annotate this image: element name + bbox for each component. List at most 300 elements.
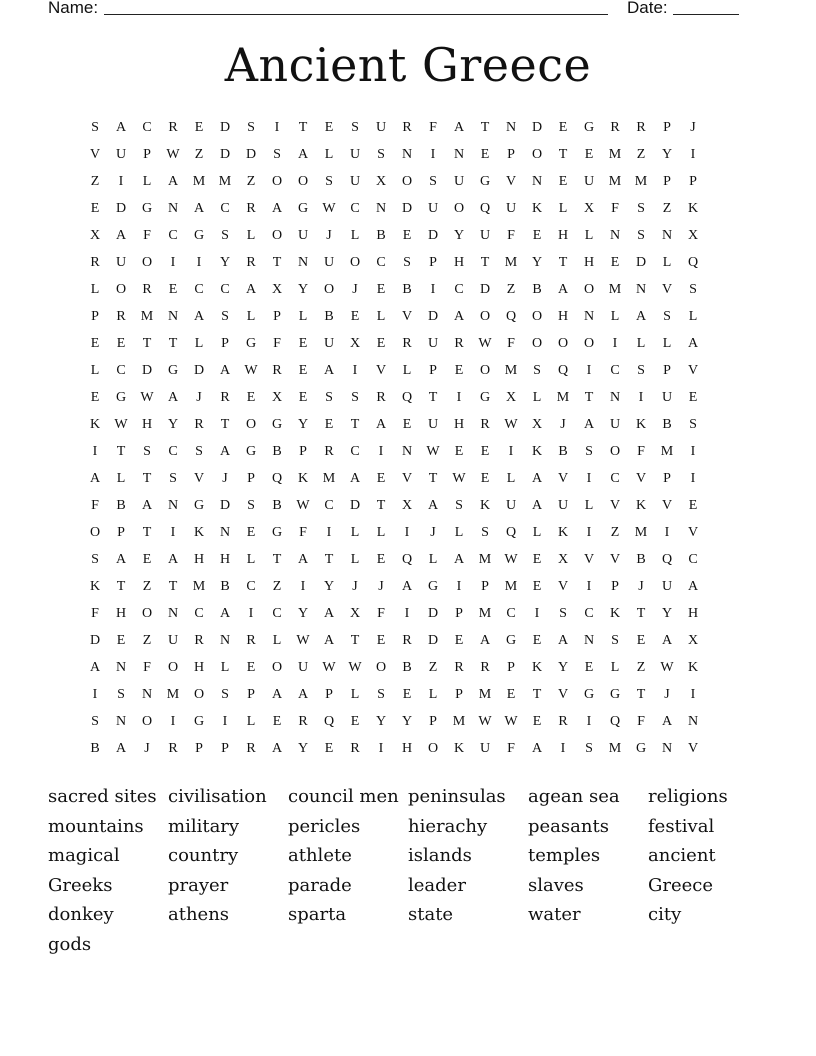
grid-letter: A bbox=[661, 633, 673, 648]
grid-letter: V bbox=[89, 147, 101, 162]
word-bank-item: hierachy bbox=[408, 815, 488, 837]
grid-letter: L bbox=[298, 309, 308, 324]
grid-letter: K bbox=[479, 498, 491, 513]
grid-letter: P bbox=[195, 741, 203, 756]
grid-letter: J bbox=[352, 282, 358, 297]
grid-letter: S bbox=[429, 174, 437, 189]
grid-letter: C bbox=[324, 498, 334, 513]
grid-letter: Z bbox=[194, 147, 204, 162]
grid-letter: G bbox=[193, 714, 205, 729]
grid-letter: I bbox=[456, 579, 462, 594]
grid-letter: U bbox=[427, 201, 439, 216]
grid-letter: N bbox=[609, 228, 621, 243]
grid-letter: H bbox=[557, 228, 569, 243]
grid-letter: I bbox=[586, 579, 592, 594]
grid-letter: A bbox=[167, 390, 179, 405]
grid-letter: U bbox=[375, 120, 387, 135]
grid-letter: E bbox=[324, 741, 334, 756]
grid-letter: C bbox=[506, 606, 516, 621]
grid-letter: J bbox=[690, 120, 696, 135]
grid-letter: V bbox=[609, 498, 621, 513]
grid-letter: E bbox=[350, 714, 360, 729]
grid-letter: F bbox=[273, 336, 281, 351]
page-title: Ancient Greece bbox=[224, 38, 592, 92]
grid-letter: T bbox=[584, 390, 594, 405]
grid-letter: I bbox=[378, 741, 384, 756]
grid-letter: P bbox=[221, 336, 229, 351]
grid-letter: D bbox=[531, 120, 543, 135]
grid-letter: Y bbox=[557, 660, 569, 675]
grid-letter: S bbox=[455, 498, 463, 513]
grid-letter: O bbox=[583, 336, 595, 351]
grid-letter: T bbox=[428, 390, 438, 405]
grid-letter: S bbox=[689, 282, 697, 297]
grid-letter: N bbox=[583, 633, 595, 648]
grid-letter: A bbox=[323, 363, 335, 378]
grid-letter: T bbox=[350, 633, 360, 648]
grid-letter: S bbox=[611, 633, 619, 648]
grid-letter: O bbox=[271, 660, 283, 675]
grid-letter: T bbox=[168, 579, 178, 594]
grid-letter: L bbox=[246, 552, 256, 567]
grid-letter: E bbox=[688, 390, 698, 405]
grid-letter: N bbox=[505, 120, 517, 135]
grid-letter: L bbox=[662, 255, 672, 270]
grid-letter: M bbox=[504, 579, 518, 594]
grid-row bbox=[82, 384, 732, 411]
grid-letter: D bbox=[479, 282, 491, 297]
grid-letter: E bbox=[376, 633, 386, 648]
grid-letter: W bbox=[504, 552, 518, 567]
grid-letter: A bbox=[531, 741, 543, 756]
grid-letter: F bbox=[507, 741, 515, 756]
grid-letter: O bbox=[271, 228, 283, 243]
grid-letter: R bbox=[454, 336, 464, 351]
grid-letter: H bbox=[141, 417, 153, 432]
grid-letter: I bbox=[92, 444, 98, 459]
grid-letter: A bbox=[141, 498, 153, 513]
grid-letter: E bbox=[90, 336, 100, 351]
grid-letter: M bbox=[504, 255, 518, 270]
grid-letter: D bbox=[427, 309, 439, 324]
grid-letter: Y bbox=[453, 228, 465, 243]
grid-letter: M bbox=[660, 444, 674, 459]
grid-letter: R bbox=[324, 444, 334, 459]
name-blank-line bbox=[104, 14, 608, 15]
grid-letter: S bbox=[663, 309, 671, 324]
grid-row bbox=[82, 195, 732, 222]
grid-letter: P bbox=[455, 687, 463, 702]
grid-letter: V bbox=[193, 471, 205, 486]
grid-letter: O bbox=[609, 444, 621, 459]
grid-letter: V bbox=[687, 525, 699, 540]
grid-letter: S bbox=[247, 498, 255, 513]
grid-letter: Q bbox=[557, 363, 569, 378]
grid-letter: N bbox=[167, 201, 179, 216]
grid-letter: G bbox=[427, 579, 439, 594]
grid-letter: O bbox=[89, 525, 101, 540]
grid-letter: U bbox=[115, 255, 127, 270]
grid-letter: E bbox=[168, 282, 178, 297]
grid-letter: V bbox=[687, 741, 699, 756]
grid-letter: T bbox=[532, 687, 542, 702]
grid-letter: D bbox=[427, 606, 439, 621]
grid-letter: N bbox=[661, 741, 673, 756]
grid-row bbox=[82, 222, 732, 249]
grid-row bbox=[82, 303, 732, 330]
grid-letter: E bbox=[246, 660, 256, 675]
grid-letter: O bbox=[193, 687, 205, 702]
grid-letter: H bbox=[193, 660, 205, 675]
grid-letter: X bbox=[271, 390, 283, 405]
grid-letter: D bbox=[219, 120, 231, 135]
grid-letter: H bbox=[401, 741, 413, 756]
grid-letter: A bbox=[115, 552, 127, 567]
grid-letter: R bbox=[168, 120, 178, 135]
grid-letter: F bbox=[507, 228, 515, 243]
grid-letter: T bbox=[558, 147, 568, 162]
grid-letter: S bbox=[637, 201, 645, 216]
grid-letter: M bbox=[608, 174, 622, 189]
grid-letter: L bbox=[506, 471, 516, 486]
grid-letter: L bbox=[402, 363, 412, 378]
grid-letter: L bbox=[610, 660, 620, 675]
word-bank-item: Greece bbox=[648, 874, 714, 896]
grid-letter: K bbox=[89, 417, 101, 432]
grid-letter: C bbox=[272, 606, 282, 621]
grid-letter: A bbox=[531, 498, 543, 513]
grid-letter: K bbox=[531, 201, 543, 216]
grid-letter: J bbox=[352, 579, 358, 594]
grid-row bbox=[82, 546, 732, 573]
grid-letter: G bbox=[193, 228, 205, 243]
grid-letter: K bbox=[193, 525, 205, 540]
grid-letter: P bbox=[663, 174, 671, 189]
grid-letter: A bbox=[427, 498, 439, 513]
grid-letter: G bbox=[271, 525, 283, 540]
grid-letter: S bbox=[273, 147, 281, 162]
grid-letter: P bbox=[455, 606, 463, 621]
grid-letter: Y bbox=[297, 417, 309, 432]
grid-letter: W bbox=[504, 714, 518, 729]
grid-letter: V bbox=[609, 552, 621, 567]
grid-letter: E bbox=[194, 120, 204, 135]
grid-letter: V bbox=[557, 471, 569, 486]
grid-letter: K bbox=[531, 444, 543, 459]
grid-letter: P bbox=[247, 471, 255, 486]
grid-letter: U bbox=[609, 417, 621, 432]
grid-letter: E bbox=[376, 552, 386, 567]
grid-letter: A bbox=[453, 552, 465, 567]
grid-letter: O bbox=[141, 255, 153, 270]
grid-letter: N bbox=[167, 606, 179, 621]
grid-letter: U bbox=[479, 741, 491, 756]
word-bank-item: state bbox=[408, 904, 454, 926]
grid-letter: R bbox=[90, 255, 100, 270]
grid-letter: D bbox=[193, 363, 205, 378]
grid-letter: L bbox=[662, 336, 672, 351]
grid-letter: R bbox=[480, 417, 490, 432]
grid-letter: T bbox=[116, 579, 126, 594]
grid-letter: M bbox=[192, 579, 206, 594]
grid-row bbox=[82, 573, 732, 600]
word-bank-item: gods bbox=[48, 933, 92, 955]
grid-letter: S bbox=[637, 228, 645, 243]
grid-letter: C bbox=[454, 282, 464, 297]
grid-letter: R bbox=[220, 390, 230, 405]
grid-letter: S bbox=[91, 552, 99, 567]
grid-letter: D bbox=[219, 498, 231, 513]
grid-letter: V bbox=[661, 282, 673, 297]
grid-letter: G bbox=[141, 201, 153, 216]
grid-letter: J bbox=[326, 228, 332, 243]
grid-letter: W bbox=[296, 498, 310, 513]
grid-letter: R bbox=[246, 201, 256, 216]
grid-letter: K bbox=[635, 498, 647, 513]
grid-letter: H bbox=[219, 552, 231, 567]
grid-letter: Y bbox=[401, 714, 413, 729]
grid-letter: R bbox=[558, 714, 568, 729]
grid-letter: V bbox=[557, 579, 569, 594]
word-bank-item: council men bbox=[288, 786, 399, 807]
grid-letter: E bbox=[532, 579, 542, 594]
grid-letter: X bbox=[583, 201, 595, 216]
grid-letter: I bbox=[586, 525, 592, 540]
grid-letter: E bbox=[324, 120, 334, 135]
grid-letter: M bbox=[556, 390, 570, 405]
grid-row bbox=[82, 681, 732, 708]
grid-letter: S bbox=[91, 714, 99, 729]
grid-letter: M bbox=[192, 174, 206, 189]
grid-letter: I bbox=[404, 606, 410, 621]
grid-letter: P bbox=[325, 687, 333, 702]
grid-letter: U bbox=[297, 228, 309, 243]
grid-letter: A bbox=[375, 417, 387, 432]
grid-letter: L bbox=[610, 309, 620, 324]
grid-letter: L bbox=[532, 525, 542, 540]
word-bank-item: leader bbox=[408, 874, 466, 896]
grid-letter: R bbox=[194, 633, 204, 648]
grid-letter: A bbox=[453, 120, 465, 135]
word-bank-item: sacred sites bbox=[48, 786, 157, 807]
grid-row bbox=[82, 600, 732, 627]
grid-letter: R bbox=[246, 255, 256, 270]
grid-letter: U bbox=[505, 498, 517, 513]
grid-letter: O bbox=[297, 174, 309, 189]
grid-letter: T bbox=[142, 336, 152, 351]
grid-letter: A bbox=[557, 633, 569, 648]
grid-letter: L bbox=[246, 714, 256, 729]
grid-letter: J bbox=[664, 687, 670, 702]
grid-letter: Y bbox=[661, 606, 673, 621]
grid-letter: C bbox=[194, 282, 204, 297]
grid-letter: O bbox=[349, 255, 361, 270]
grid-letter: D bbox=[141, 363, 153, 378]
grid-letter: E bbox=[506, 687, 516, 702]
grid-letter: S bbox=[533, 363, 541, 378]
grid-letter: P bbox=[663, 471, 671, 486]
grid-letter: V bbox=[505, 174, 517, 189]
grid-letter: E bbox=[90, 201, 100, 216]
grid-letter: P bbox=[299, 444, 307, 459]
grid-letter: Y bbox=[375, 714, 387, 729]
grid-letter: C bbox=[142, 120, 152, 135]
grid-letter: B bbox=[116, 498, 126, 513]
grid-letter: N bbox=[635, 282, 647, 297]
grid-letter: Y bbox=[297, 282, 309, 297]
grid-letter: I bbox=[690, 444, 696, 459]
grid-letter: K bbox=[297, 471, 309, 486]
grid-letter: O bbox=[531, 309, 543, 324]
grid-letter: O bbox=[141, 606, 153, 621]
grid-row bbox=[82, 276, 732, 303]
grid-letter: Q bbox=[609, 714, 621, 729]
grid-letter: I bbox=[664, 525, 670, 540]
grid-letter: N bbox=[661, 228, 673, 243]
grid-letter: U bbox=[323, 336, 335, 351]
grid-letter: S bbox=[637, 363, 645, 378]
grid-row bbox=[82, 330, 732, 357]
grid-letter: L bbox=[558, 201, 568, 216]
grid-letter: I bbox=[274, 120, 280, 135]
grid-letter: G bbox=[505, 633, 517, 648]
grid-letter: U bbox=[661, 390, 673, 405]
grid-letter: S bbox=[325, 174, 333, 189]
grid-letter: R bbox=[402, 633, 412, 648]
grid-letter: U bbox=[505, 201, 517, 216]
grid-letter: O bbox=[245, 417, 257, 432]
grid-letter: Y bbox=[167, 417, 179, 432]
grid-letter: S bbox=[221, 687, 229, 702]
grid-letter: V bbox=[401, 471, 413, 486]
grid-letter: H bbox=[557, 309, 569, 324]
grid-letter: D bbox=[115, 201, 127, 216]
grid-row bbox=[82, 735, 732, 762]
grid-letter: J bbox=[222, 471, 228, 486]
grid-letter: C bbox=[194, 606, 204, 621]
grid-letter: I bbox=[404, 525, 410, 540]
grid-letter: N bbox=[531, 174, 543, 189]
grid-letter: M bbox=[478, 606, 492, 621]
grid-letter: R bbox=[168, 741, 178, 756]
grid-row bbox=[82, 708, 732, 735]
grid-letter: E bbox=[532, 714, 542, 729]
grid-letter: G bbox=[245, 336, 257, 351]
grid-letter: N bbox=[115, 660, 127, 675]
grid-letter: M bbox=[478, 552, 492, 567]
grid-letter: E bbox=[90, 390, 100, 405]
grid-letter: A bbox=[297, 147, 309, 162]
grid-letter: U bbox=[297, 660, 309, 675]
grid-letter: S bbox=[221, 228, 229, 243]
grid-letter: T bbox=[376, 498, 386, 513]
grid-row bbox=[82, 168, 732, 195]
grid-letter: P bbox=[507, 660, 515, 675]
word-bank-item: peasants bbox=[528, 815, 609, 837]
grid-letter: A bbox=[297, 687, 309, 702]
grid-letter: C bbox=[610, 363, 620, 378]
word-bank-item: pericles bbox=[288, 815, 361, 837]
grid-letter: M bbox=[218, 174, 232, 189]
grid-letter: A bbox=[297, 552, 309, 567]
grid-letter: N bbox=[167, 498, 179, 513]
grid-letter: L bbox=[532, 390, 542, 405]
grid-letter: R bbox=[298, 714, 308, 729]
grid-row bbox=[82, 492, 732, 519]
grid-letter: L bbox=[324, 147, 334, 162]
grid-letter: L bbox=[350, 687, 360, 702]
grid-letter: O bbox=[375, 660, 387, 675]
grid-letter: T bbox=[142, 525, 152, 540]
grid-letter: E bbox=[558, 120, 568, 135]
grid-letter: W bbox=[244, 363, 258, 378]
word-bank-item: agean sea bbox=[528, 786, 620, 807]
grid-letter: I bbox=[118, 174, 124, 189]
name-label: Name: bbox=[48, 0, 99, 17]
grid-letter: W bbox=[166, 147, 180, 162]
grid-letter: O bbox=[141, 714, 153, 729]
grid-letter: J bbox=[196, 390, 202, 405]
word-bank bbox=[48, 782, 768, 960]
word-bank-item: country bbox=[168, 845, 239, 867]
grid-letter: E bbox=[454, 363, 464, 378]
grid-letter: L bbox=[584, 498, 594, 513]
grid-letter: V bbox=[557, 687, 569, 702]
grid-letter: V bbox=[661, 498, 673, 513]
grid-letter: I bbox=[300, 579, 306, 594]
grid-letter: G bbox=[271, 417, 283, 432]
grid-letter: I bbox=[560, 741, 566, 756]
grid-letter: X bbox=[349, 336, 361, 351]
grid-letter: U bbox=[115, 147, 127, 162]
grid-letter: F bbox=[91, 606, 99, 621]
grid-letter: L bbox=[220, 660, 230, 675]
grid-letter: R bbox=[142, 282, 152, 297]
grid-letter: L bbox=[584, 228, 594, 243]
grid-letter: X bbox=[687, 228, 699, 243]
grid-letter: R bbox=[610, 120, 620, 135]
grid-letter: G bbox=[479, 390, 491, 405]
grid-letter: A bbox=[271, 201, 283, 216]
word-bank-item: ancient bbox=[648, 845, 716, 867]
grid-letter: L bbox=[688, 309, 698, 324]
word-search-grid bbox=[82, 114, 732, 762]
grid-letter: W bbox=[296, 633, 310, 648]
grid-letter: I bbox=[92, 687, 98, 702]
grid-letter: N bbox=[219, 525, 231, 540]
grid-letter: K bbox=[687, 201, 699, 216]
grid-row bbox=[82, 627, 732, 654]
grid-letter: C bbox=[246, 579, 256, 594]
grid-letter: A bbox=[271, 741, 283, 756]
grid-letter: T bbox=[168, 336, 178, 351]
grid-letter: I bbox=[586, 714, 592, 729]
grid-letter: D bbox=[427, 228, 439, 243]
grid-letter: I bbox=[690, 471, 696, 486]
grid-letter: N bbox=[583, 309, 595, 324]
grid-letter: P bbox=[663, 120, 671, 135]
grid-letter: I bbox=[690, 147, 696, 162]
grid-letter: B bbox=[324, 309, 334, 324]
grid-letter: A bbox=[219, 606, 231, 621]
grid-letter: W bbox=[504, 417, 518, 432]
grid-letter: C bbox=[168, 444, 178, 459]
grid-letter: W bbox=[660, 660, 674, 675]
grid-letter: A bbox=[115, 741, 127, 756]
grid-row bbox=[82, 519, 732, 546]
grid-letter: L bbox=[90, 363, 100, 378]
grid-letter: A bbox=[479, 633, 491, 648]
